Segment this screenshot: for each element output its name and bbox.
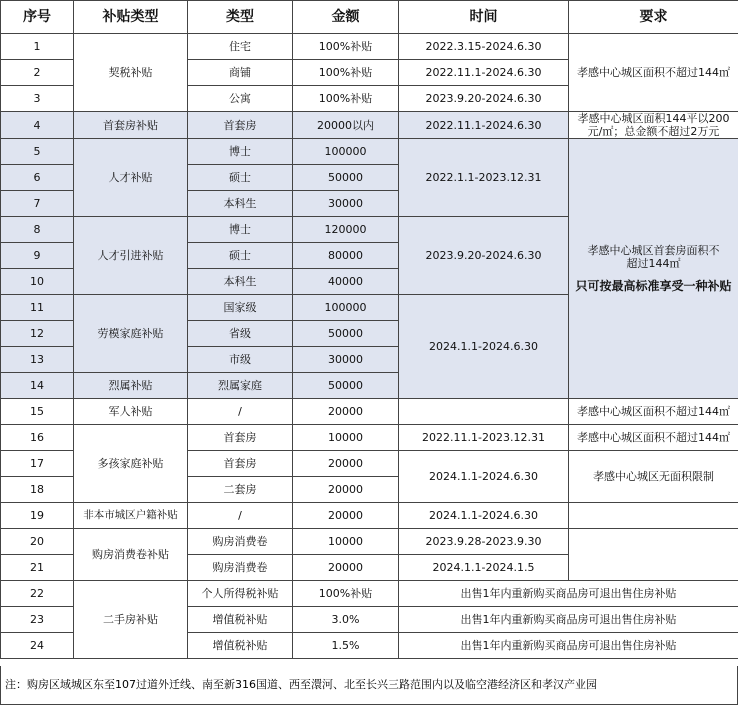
category-cell: 契税补贴 <box>74 34 188 112</box>
table-row <box>1 503 738 529</box>
table-row <box>1 112 738 139</box>
header-time: 时间 <box>399 1 569 34</box>
type-cell: 个人所得税补贴 <box>188 581 293 607</box>
amount-cell: 100%补贴 <box>293 34 399 60</box>
row-no: 13 <box>1 347 74 373</box>
row-no: 2 <box>1 60 74 86</box>
row-no: 16 <box>1 425 74 451</box>
type-cell: 商铺 <box>188 60 293 86</box>
amount-cell: 100000 <box>293 139 399 165</box>
amount-cell: 50000 <box>293 321 399 347</box>
row-no: 3 <box>1 86 74 112</box>
amount-cell: 100000 <box>293 295 399 321</box>
row-no: 17 <box>1 451 74 477</box>
time-cell: 2023.9.20-2024.6.30 <box>399 217 569 295</box>
type-cell: 购房消费卷 <box>188 529 293 555</box>
row-no: 14 <box>1 373 74 399</box>
header-requirement: 要求 <box>569 1 738 34</box>
amount-cell: 50000 <box>293 373 399 399</box>
type-cell: 博士 <box>188 139 293 165</box>
type-cell: 增值税补贴 <box>188 607 293 633</box>
footnote: 注：购房区域城区东至107过道外迁线、南至新316国道、西至澴河、北至长兴三路范围内以及临空港经济区和孝汉产业园 <box>0 666 738 705</box>
row-no: 18 <box>1 477 74 503</box>
type-cell: 首套房 <box>188 451 293 477</box>
amount-cell: 10000 <box>293 529 399 555</box>
header-category: 补贴类型 <box>74 1 188 34</box>
amount-cell: 40000 <box>293 269 399 295</box>
row-no: 5 <box>1 139 74 165</box>
row-no: 11 <box>1 295 74 321</box>
amount-cell: 20000 <box>293 555 399 581</box>
table-row <box>1 425 738 451</box>
type-cell: 首套房 <box>188 425 293 451</box>
category-cell: 人才补贴 <box>74 139 188 217</box>
time-cell: 2022.3.15-2024.6.30 <box>399 34 569 60</box>
type-cell: 本科生 <box>188 269 293 295</box>
type-cell: 省级 <box>188 321 293 347</box>
type-cell: 住宅 <box>188 34 293 60</box>
header-type: 类型 <box>188 1 293 34</box>
time-cell: 2022.1.1-2023.12.31 <box>399 139 569 217</box>
type-cell: 烈属家庭 <box>188 373 293 399</box>
category-cell: 首套房补贴 <box>74 112 188 139</box>
requirement-text: 孝感中心城区首套房面积不超过144㎡ <box>587 244 720 270</box>
row-no: 23 <box>1 607 74 633</box>
category-cell: 多孩家庭补贴 <box>74 425 188 503</box>
requirement-cell: 出售1年内重新购买商品房可退出售住房补贴 <box>399 633 738 659</box>
table-row <box>1 399 738 425</box>
row-no: 22 <box>1 581 74 607</box>
row-no: 9 <box>1 243 74 269</box>
type-cell: 本科生 <box>188 191 293 217</box>
type-cell: 市级 <box>188 347 293 373</box>
requirement-cell <box>569 503 738 529</box>
type-cell: 硕士 <box>188 165 293 191</box>
amount-cell: 100%补贴 <box>293 60 399 86</box>
time-cell: 2022.11.1-2024.6.30 <box>399 112 569 139</box>
type-cell: / <box>188 503 293 529</box>
table-row <box>1 34 738 60</box>
row-no: 7 <box>1 191 74 217</box>
amount-cell: 20000 <box>293 451 399 477</box>
amount-cell: 20000 <box>293 399 399 425</box>
amount-cell: 20000 <box>293 477 399 503</box>
category-cell: 非本市城区户籍补贴 <box>74 503 188 529</box>
header-row <box>1 1 738 34</box>
amount-cell: 20000以内 <box>293 112 399 139</box>
row-no: 20 <box>1 529 74 555</box>
type-cell: 首套房 <box>188 112 293 139</box>
type-cell: / <box>188 399 293 425</box>
type-cell: 博士 <box>188 217 293 243</box>
row-no: 1 <box>1 34 74 60</box>
row-no: 21 <box>1 555 74 581</box>
requirement-cell: 孝感中心城区面积144平以200元/㎡；总金额不超过2万元 <box>569 112 738 139</box>
time-cell: 2024.1.1-2024.6.30 <box>399 295 569 399</box>
category-cell: 人才引进补贴 <box>74 217 188 295</box>
header-no: 序号 <box>1 1 74 34</box>
time-cell <box>399 399 569 425</box>
table-row <box>1 139 738 165</box>
table-row <box>1 581 738 607</box>
header-amount: 金额 <box>293 1 399 34</box>
row-no: 4 <box>1 112 74 139</box>
amount-cell: 100%补贴 <box>293 86 399 112</box>
time-cell: 2023.9.20-2024.6.30 <box>399 86 569 112</box>
table-row <box>1 529 738 555</box>
requirement-note: 只可按最高标准享受一种补贴 <box>575 279 732 293</box>
time-cell: 2024.1.1-2024.6.30 <box>399 503 569 529</box>
row-no: 12 <box>1 321 74 347</box>
type-cell: 公寓 <box>188 86 293 112</box>
category-cell: 烈属补贴 <box>74 373 188 399</box>
time-cell: 2024.1.1-2024.6.30 <box>399 451 569 503</box>
requirement-cell: 孝感中心城区面积不超过144㎡ <box>569 34 738 112</box>
category-cell: 劳模家庭补贴 <box>74 295 188 373</box>
amount-cell: 3.0% <box>293 607 399 633</box>
requirement-cell: 孝感中心城区面积不超过144㎡ <box>569 425 738 451</box>
amount-cell: 30000 <box>293 347 399 373</box>
category-cell: 军人补贴 <box>74 399 188 425</box>
requirement-cell: 孝感中心城区面积不超过144㎡ <box>569 399 738 425</box>
row-no: 10 <box>1 269 74 295</box>
type-cell: 增值税补贴 <box>188 633 293 659</box>
amount-cell: 1.5% <box>293 633 399 659</box>
amount-cell: 10000 <box>293 425 399 451</box>
row-no: 8 <box>1 217 74 243</box>
requirement-cell: 出售1年内重新购买商品房可退出售住房补贴 <box>399 581 738 607</box>
requirement-cell: 出售1年内重新购买商品房可退出售住房补贴 <box>399 607 738 633</box>
amount-cell: 80000 <box>293 243 399 269</box>
amount-cell: 30000 <box>293 191 399 217</box>
row-no: 19 <box>1 503 74 529</box>
time-cell: 2024.1.1-2024.1.5 <box>399 555 569 581</box>
category-cell: 购房消费卷补贴 <box>74 529 188 581</box>
requirement-cell <box>569 529 738 581</box>
requirement-cell: 孝感中心城区无面积限制 <box>569 451 738 503</box>
amount-cell: 20000 <box>293 503 399 529</box>
category-cell: 二手房补贴 <box>74 581 188 659</box>
time-cell: 2022.11.1-2023.12.31 <box>399 425 569 451</box>
type-cell: 硕士 <box>188 243 293 269</box>
type-cell: 购房消费卷 <box>188 555 293 581</box>
row-no: 24 <box>1 633 74 659</box>
type-cell: 国家级 <box>188 295 293 321</box>
time-cell: 2023.9.28-2023.9.30 <box>399 529 569 555</box>
requirement-cell <box>569 139 738 399</box>
row-no: 15 <box>1 399 74 425</box>
time-cell: 2022.11.1-2024.6.30 <box>399 60 569 86</box>
amount-cell: 100%补贴 <box>293 581 399 607</box>
row-no: 6 <box>1 165 74 191</box>
amount-cell: 120000 <box>293 217 399 243</box>
type-cell: 二套房 <box>188 477 293 503</box>
amount-cell: 50000 <box>293 165 399 191</box>
